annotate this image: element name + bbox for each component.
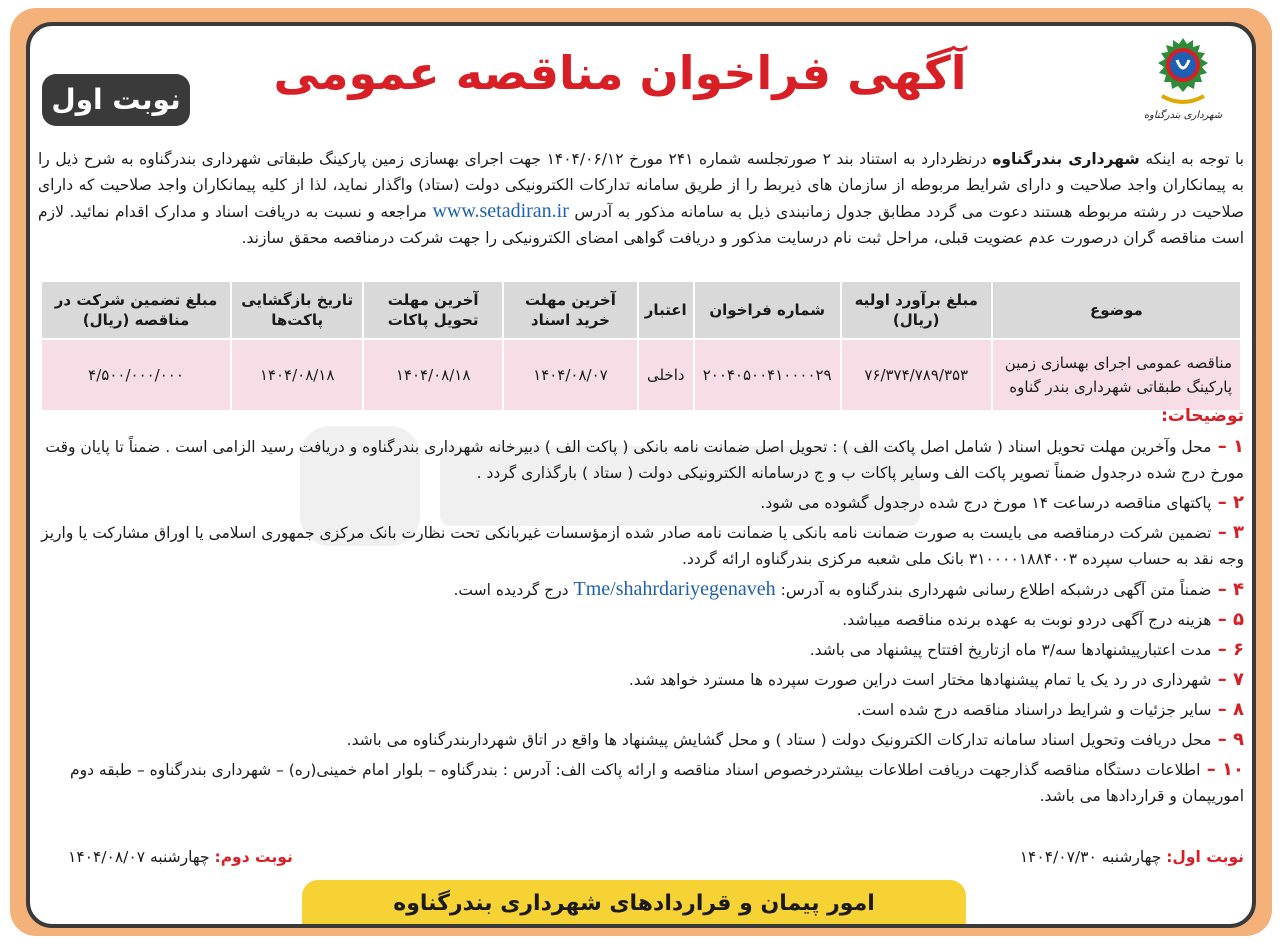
table-header-row	[41, 281, 1241, 339]
note-number: ۱	[1233, 436, 1244, 457]
note-text: ضمناً متن آگهی درشبکه اطلاع رسانی شهرداری بندرگناوه به آدرس:	[780, 581, 1212, 599]
round-tag: نوبت اول	[42, 74, 190, 126]
note-text: شهرداری در رد یک یا تمام پیشنهادها مختار است دراین صورت سپرده ها مسترد خواهد شد.	[628, 671, 1212, 689]
setad-link[interactable]: www.setadiran.ir	[432, 200, 569, 222]
emblem-icon	[1148, 32, 1218, 110]
cell-doc-deadline: ۱۴۰۴/۰۸/۰۷	[503, 339, 638, 411]
table-row	[41, 339, 1241, 411]
col-estimate: مبلغ برآورد اولیه (ریال)	[841, 281, 992, 339]
intro-body: درنظردارد به استناد بند ۲ صورتجلسه شماره ۲۴۱ مورخ ۱۴۰۴/۰۶/۱۲ جهت اجرای بهسازی زمین پارکینگ طبقاتی شهرداری بندرگناوه به شرح ذیل را به پیمانکاران واجد صلاحیت و دارای شرایط مربوطه از سازمان های ذیربط را از طریق سامانه تدارکات الکترونیکی دولت (ستاد) واگذار نماید، لذا از کلیه پیمانکاران واجد صلاحیت که دارای صلاحیت در رشته مربوطه هستند دعوت می گردد مطابق جدول زمانبندی ذیل به سامانه مذکور به آدرس	[38, 150, 1244, 221]
notes-list	[38, 434, 1244, 813]
note-number: ۶	[1233, 639, 1244, 660]
intro-body-2: مراجعه و نسبت به دریافت اسناد و مدارک اقدام نمائید. لازم است مناقصه گران درصورت عدم عضویت قبلی، مراحل ثبت نام درسایت مذکور و دریافت گواهی امضای الکترونیکی را جهت شرکت درمناقصه محقق سازند.	[38, 203, 1244, 247]
note-text: اطلاعات دستگاه مناقصه گذارجهت دریافت اطلاعات بیشتردرخصوص اسناد مناقصه و ارائه پاکت الف: آدرس : بندرگناوه – بلوار امام خمینی(ره) – شهرداری بندرگناوه – طبقه دوم اموریپمان و قراردادها می باشد.	[70, 761, 1244, 805]
col-subject: موضوع	[992, 281, 1241, 339]
note-text-after: درج گردیده است.	[453, 581, 569, 599]
cell-estimate: ۷۶/۳۷۴/۷۸۹/۳۵۳	[841, 339, 992, 411]
municipality-logo	[1140, 32, 1226, 132]
note-number: ۵	[1233, 609, 1244, 630]
tender-table	[40, 280, 1242, 412]
telegram-link[interactable]: Tme/shahrdariyegenaveh	[573, 578, 776, 600]
note-text: هزینه درج آگهی دردو نوبت به عهده برنده مناقصه میباشد.	[842, 611, 1212, 629]
note-number: ۱۰	[1222, 759, 1244, 780]
note-text: تضمین شرکت درمناقصه می بایست به صورت ضمانت نامه بانکی یا ضمانت نامه صادر شده ازمؤسسات غیربانکی تحت نظارت بانک مرکزی جمهوری اسلامی یا اوراق مشارکت یا واریز وجه نقد به حساب سپرده ۳۱۰۰۰۰۱۸۸۴۰۰۳ بانک ملی شعبه مرکزی بندرگناوه ارائه گردد.	[41, 524, 1244, 568]
cell-call-number: ۲۰۰۴۰۵۰۰۴۱۰۰۰۰۲۹	[694, 339, 841, 411]
list-item: ۷ – شهرداری در رد یک یا تمام پیشنهادها مختار است دراین صورت سپرده ها مسترد خواهد شد.	[628, 669, 1244, 690]
logo-caption: شهرداری بندرگناوه	[1143, 110, 1223, 121]
second-round-value: چهارشنبه ۱۴۰۴/۰۸/۰۷	[68, 848, 210, 866]
col-call-number: شماره فراخوان	[694, 281, 841, 339]
col-doc-deadline: آخرین مهلت خرید اسناد	[503, 281, 638, 339]
cell-opening-date: ۱۴۰۴/۰۸/۱۸	[231, 339, 363, 411]
note-text: پاکتهای مناقصه درساعت ۱۴ مورخ درج شده درجدول گشوده می شود.	[760, 494, 1212, 512]
cell-subject: مناقصه عمومی اجرای بهسازی زمین پارکینگ طبقاتی شهرداری بندر گناوه	[992, 339, 1241, 411]
list-item: ۸ – سایر جزئیات و شرایط دراسناد مناقصه درج شده است.	[856, 699, 1244, 720]
cell-credit: داخلی	[638, 339, 694, 411]
col-opening-date: تاریخ بازگشایی پاکت‌ها	[231, 281, 363, 339]
intro-org: شهرداری بندرگناوه	[992, 150, 1140, 168]
list-item: ۴ – ضمناً متن آگهی درشبکه اطلاع رسانی شهرداری بندرگناوه به آدرس: Tme/shahrdariyegenaveh درج گردیده است.	[453, 578, 1244, 600]
col-submit-deadline: آخرین مهلت تحویل پاکات	[363, 281, 503, 339]
list-item: ۶ – مدت اعتبارپیشنهادها سه/۳ ماه ازتاریخ افتتاح پیشنهاد می باشد.	[809, 639, 1244, 660]
intro-prefix: با توجه به اینکه	[1145, 150, 1244, 168]
note-number: ۲	[1233, 492, 1244, 513]
list-item: ۳ – تضمین شرکت درمناقصه می بایست به صورت ضمانت نامه بانکی یا ضمانت نامه صادر شده ازمؤسسات غیربانکی تحت نظارت بانک مرکزی جمهوری اسلامی یا اوراق مشارکت یا واریز وجه نقد به حساب سپرده ۳۱۰۰۰۰۱۸۸۴۰۰۳ بانک ملی شعبه مرکزی بندرگناوه ارائه گردد.	[41, 522, 1244, 568]
note-number: ۴	[1233, 579, 1244, 600]
list-item: ۲ – پاکتهای مناقصه درساعت ۱۴ مورخ درج شده درجدول گشوده می شود.	[760, 492, 1244, 513]
note-number: ۳	[1233, 522, 1244, 543]
notes-heading: توضیحات:	[1161, 406, 1244, 426]
note-number: ۷	[1233, 669, 1244, 690]
intro-paragraph	[38, 146, 1244, 251]
page-title: آگهی فراخوان مناقصه عمومی	[273, 46, 967, 100]
list-item: ۱۰ – اطلاعات دستگاه مناقصه گذارجهت دریافت اطلاعات بیشتردرخصوص اسناد مناقصه و ارائه پاکت الف: آدرس : بندرگناوه – بلوار امام خمینی(ره) – شهرداری بندرگناوه – طبقه دوم اموریپمان و قراردادها می باشد.	[70, 759, 1244, 805]
note-text: مدت اعتبارپیشنهادها سه/۳ ماه ازتاریخ افتتاح پیشنهاد می باشد.	[809, 641, 1212, 659]
note-text: سایر جزئیات و شرایط دراسناد مناقصه درج شده است.	[856, 701, 1212, 719]
col-credit: اعتبار	[638, 281, 694, 339]
cell-submit-deadline: ۱۴۰۴/۰۸/۱۸	[363, 339, 503, 411]
note-number: ۸	[1233, 699, 1244, 720]
first-round-date	[1020, 848, 1244, 866]
footer-banner: امور پیمان و قراردادهای شهرداری بندرگناوه	[302, 880, 966, 928]
cell-guarantee: ۴/۵۰۰/۰۰۰/۰۰۰	[41, 339, 231, 411]
list-item: ۹ – محل دریافت وتحویل اسناد سامانه تدارکات الکترونیک دولت ( ستاد ) و محل گشایش پیشنهاد ها واقع در اتاق شهرداربندرگناوه می باشد.	[346, 729, 1244, 750]
col-guarantee: مبلغ تضمین شرکت در مناقصه (ریال)	[41, 281, 231, 339]
note-text: محل دریافت وتحویل اسناد سامانه تدارکات الکترونیک دولت ( ستاد ) و محل گشایش پیشنهاد ها واقع در اتاق شهرداربندرگناوه می باشد.	[346, 731, 1212, 749]
first-round-label: نوبت اول:	[1166, 848, 1244, 866]
note-number: ۹	[1233, 729, 1244, 750]
list-item: ۵ – هزینه درج آگهی دردو نوبت به عهده برنده مناقصه میباشد.	[842, 609, 1244, 630]
second-round-label: نوبت دوم:	[214, 848, 293, 866]
note-text: محل وآخرین مهلت تحویل اسناد ( شامل اصل پاکت الف ) : تحویل اصل ضمانت نامه بانکی ( پاکت الف ) دبیرخانه شهرداری بندرگناوه و دریافت رسید الزامی است . ضمناً تا پایان وقت مورخ درج شده درجدول ضمناً تصویر پاکت الف وسایر پاکات ب و ج درسامانه الکترونیکی دولت ( ستاد ) بارگذاری گردد .	[45, 438, 1244, 482]
second-round-date	[68, 848, 293, 866]
announcement-card	[26, 22, 1256, 928]
list-item: ۱ – محل وآخرین مهلت تحویل اسناد ( شامل اصل پاکت الف ) : تحویل اصل ضمانت نامه بانکی ( پاکت الف ) دبیرخانه شهرداری بندرگناوه و دریافت رسید الزامی است . ضمناً تا پایان وقت مورخ درج شده درجدول ضمناً تصویر پاکت الف وسایر پاکات ب و ج درسامانه الکترونیکی دولت ( ستاد ) بارگذاری گردد .	[45, 436, 1244, 482]
first-round-value: چهارشنبه ۱۴۰۴/۰۷/۳۰	[1019, 848, 1162, 866]
